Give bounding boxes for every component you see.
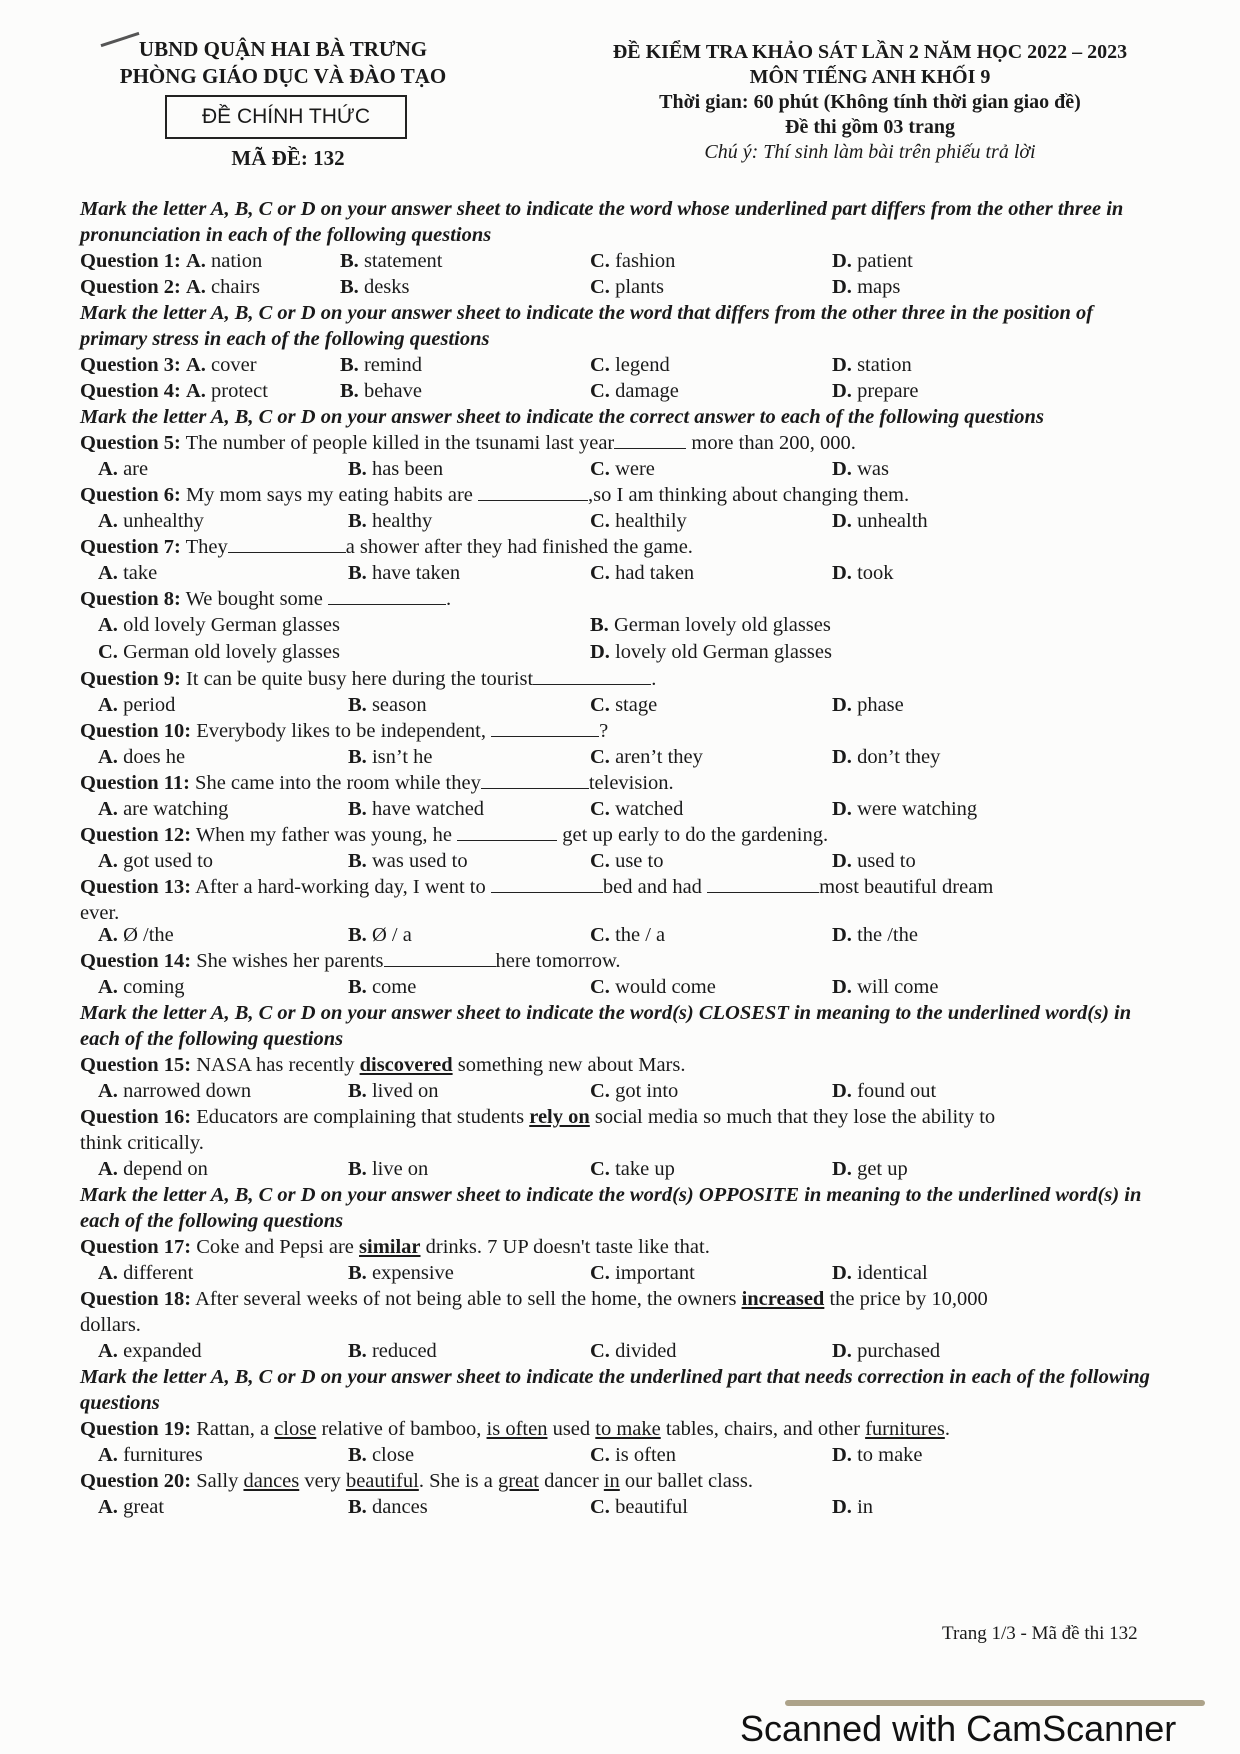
options-8-row1: A. old lovely German glasses B. German lovely old glasses: [98, 614, 831, 636]
underlined-part: in: [603, 1470, 620, 1492]
question-3: Question 3: A. cover B. remind C. legend D. station: [80, 354, 912, 376]
option-a: Ø /the: [123, 924, 174, 946]
option-d: used to: [857, 850, 916, 872]
candidate-note: Chú ý: Thí sinh làm bài trên phiếu trả lời: [704, 141, 1036, 163]
option-b: have taken: [371, 562, 461, 584]
option-d: prepare: [857, 380, 919, 402]
option-c: got into: [615, 1080, 679, 1102]
underlined-part: dances: [243, 1470, 300, 1492]
question-2: Question 2: A. chairs B. desks C. plants D. maps: [80, 276, 901, 298]
question-12: Question 12: When my father was young, he get up early to do the gardening.: [80, 824, 829, 846]
option-c: important: [615, 1262, 695, 1284]
option-c: healthily: [615, 510, 687, 532]
question-label: Question 1:: [80, 250, 181, 272]
options-12: A. got used to B. was used to C. use to D. used to: [98, 850, 916, 872]
option-d: the /the: [857, 924, 918, 946]
option-b: reduced: [371, 1340, 437, 1362]
options-11: A. are watching B. have watched C. watched D. were watching: [98, 798, 978, 820]
option-c: would come: [615, 976, 716, 998]
option-b: German lovely old glasses: [613, 614, 831, 636]
underlined-part: is often: [486, 1418, 548, 1440]
options-19: A. furnitures B. close C. is often D. to make: [98, 1444, 923, 1466]
options-7: A. take B. have taken C. had taken D. took: [98, 562, 894, 584]
option-a: got used to: [123, 850, 214, 872]
option-c: legend: [615, 354, 670, 376]
page-footer: [942, 1623, 1138, 1645]
option-d: identical: [857, 1262, 928, 1284]
option-c: stage: [615, 694, 658, 716]
option-b: behave: [363, 380, 422, 402]
question-8: Question 8: We bought some .: [80, 588, 452, 610]
option-a: old lovely German glasses: [123, 614, 340, 636]
underlined-word: increased: [741, 1288, 825, 1310]
underlined-part: furnitures: [865, 1418, 945, 1440]
option-d: purchased: [857, 1340, 941, 1362]
option-a: chairs: [211, 276, 260, 298]
option-a: furnitures: [123, 1444, 203, 1466]
option-c: watched: [615, 798, 684, 820]
option-b: Ø / a: [371, 924, 412, 946]
subject-title: MÔN TIẾNG ANH KHỐI 9: [749, 66, 991, 88]
option-a: does he: [123, 746, 186, 768]
option-d: found out: [857, 1080, 937, 1102]
option-c: aren’t they: [615, 746, 703, 768]
question-14: Question 14: She wishes her parents here tomorrow.: [80, 950, 621, 972]
instruction-opposite: Mark the letter A, B, C or D on your answer sheet to indicate the word(s) OPPOSITE in meaning to the underlined word(s) in each of the following questions: [80, 1184, 1142, 1232]
option-d: patient: [857, 250, 913, 272]
question-4: Question 4: A. protect B. behave C. damage D. prepare: [80, 380, 919, 402]
option-b: isn’t he: [371, 746, 433, 768]
options-10: A. does he B. isn’t he C. aren’t they D. don’t they: [98, 746, 941, 768]
option-c: the / a: [615, 924, 666, 946]
option-c: take up: [615, 1158, 675, 1180]
question-9: Question 9: It can be quite busy here during the tourist .: [80, 668, 657, 690]
department-name: PHÒNG GIÁO DỤC VÀ ĐÀO TẠO: [119, 64, 447, 88]
option-c: beautiful: [615, 1496, 688, 1518]
option-a: expanded: [123, 1340, 202, 1362]
option-c: fashion: [615, 250, 676, 272]
question-17: Question 17: Coke and Pepsi are similar drinks. 7 UP doesn't taste like that.: [80, 1236, 710, 1258]
question-19: Question 19: Rattan, a close relative of bamboo, is often used to make tables, chairs, and other furnitures.: [80, 1418, 950, 1440]
options-18: A. expanded B. reduced C. divided D. purchased: [98, 1340, 941, 1362]
question-6: Question 6: My mom says my eating habits are ,so I am thinking about changing them.: [80, 484, 910, 506]
option-d: will come: [857, 976, 939, 998]
header-right: [565, 40, 1175, 165]
option-b: have watched: [371, 798, 485, 820]
question-1: Question 1: A. nation B. statement C. fashion D. patient: [80, 250, 913, 272]
option-b: desks: [363, 276, 410, 298]
options-17: A. different B. expensive C. important D. identical: [98, 1262, 928, 1284]
options-15: A. narrowed down B. lived on C. got into D. found out: [98, 1080, 937, 1102]
option-a: coming: [123, 976, 185, 998]
option-c: plants: [615, 276, 665, 298]
option-b: statement: [363, 250, 443, 272]
option-d: maps: [857, 276, 901, 298]
option-b: expensive: [371, 1262, 454, 1284]
option-b: lived on: [371, 1080, 439, 1102]
option-c: damage: [615, 380, 679, 402]
question-7: Question 7: They a shower after they had finished the game.: [80, 536, 693, 558]
underlined-part: to make: [595, 1418, 661, 1440]
pages-note: Đề thi gồm 03 trang: [785, 116, 955, 138]
option-a: protect: [211, 380, 268, 402]
option-d: was: [857, 458, 889, 480]
options-16: A. depend on B. live on C. take up D. get up: [98, 1158, 908, 1180]
time-note: Thời gian: 60 phút (Không tính thời gian giao đề): [659, 91, 1081, 113]
option-a: cover: [211, 354, 257, 376]
question-13: Question 13: After a hard-working day, I went to bed and had most beautiful dream: [80, 876, 994, 898]
underlined-word: similar: [359, 1236, 421, 1258]
option-b: come: [371, 976, 417, 998]
page-number: Trang 1/3 -: [942, 1623, 1032, 1644]
option-b: live on: [371, 1158, 429, 1180]
option-a: nation: [211, 250, 263, 272]
option-a: unhealthy: [123, 510, 204, 532]
option-d: were watching: [857, 798, 978, 820]
options-13: A. Ø /the B. Ø / a C. the / a D. the /the: [98, 924, 918, 946]
question-18-continuation: dollars.: [80, 1314, 141, 1336]
option-b: season: [371, 694, 427, 716]
options-6: A. unhealthy B. healthy C. healthily D. unhealth: [98, 510, 928, 532]
option-a: depend on: [123, 1158, 208, 1180]
options-20: A. great B. dances C. beautiful D. in: [98, 1496, 874, 1518]
option-b: close: [371, 1444, 415, 1466]
option-a: are: [123, 458, 149, 480]
option-d: get up: [857, 1158, 908, 1180]
option-c: use to: [615, 850, 664, 872]
question-20: Question 20: Sally dances very beautiful. She is a great dancer in our ballet class.: [80, 1470, 753, 1492]
options-8-row2: C. German old lovely glasses D. lovely old German glasses: [98, 641, 832, 663]
district-name: UBND QUẬN HAI BÀ TRƯNG: [138, 37, 428, 61]
option-a: great: [123, 1496, 165, 1518]
option-c: had taken: [615, 562, 695, 584]
option-d: lovely old German glasses: [615, 641, 832, 663]
option-a: take: [123, 562, 158, 584]
options-14: A. coming B. come C. would come D. will come: [98, 976, 939, 998]
option-a: period: [123, 694, 176, 716]
instruction-stress: Mark the letter A, B, C or D on your answer sheet to indicate the word that differs from the other three in the position of primary stress in each of the following questions: [80, 302, 1094, 350]
exam-title: ĐỀ KIỂM TRA KHẢO SÁT LẦN 2 NĂM HỌC 2022 – 2023: [612, 41, 1128, 63]
exam-content: [80, 196, 1160, 1520]
option-b: remind: [363, 354, 423, 376]
options-5: A. are B. has been C. were D. was: [98, 458, 889, 480]
option-b: has been: [371, 458, 444, 480]
instruction-correction: Mark the letter A, B, C or D on your answer sheet to indicate the underlined part that needs correction in each of the following questions: [80, 1366, 1150, 1414]
option-c: is often: [615, 1444, 676, 1466]
question-10: Question 10: Everybody likes to be independent, ?: [80, 720, 609, 742]
question-18: Question 18: After several weeks of not being able to sell the home, the owners increased the price by 10,000: [80, 1288, 988, 1310]
question-13-continuation: ever.: [80, 902, 120, 924]
question-15: Question 15: NASA has recently discovered something new about Mars.: [80, 1054, 686, 1076]
instruction-closest: Mark the letter A, B, C or D on your answer sheet to indicate the word(s) CLOSEST in meaning to the underlined word(s) in each of the following questions: [80, 1002, 1132, 1050]
option-d: took: [857, 562, 894, 584]
question-11: Question 11: She came into the room while they television.: [80, 772, 674, 794]
option-d: station: [857, 354, 912, 376]
option-d: to make: [857, 1444, 923, 1466]
official-exam-box: ĐỀ CHÍNH THỨC: [165, 95, 407, 139]
underlined-word: rely on: [529, 1106, 590, 1128]
option-a: narrowed down: [123, 1080, 252, 1102]
underlined-word: discovered: [359, 1054, 453, 1076]
scanner-watermark: Scanned with CamScanner: [740, 1708, 1177, 1749]
option-d: in: [857, 1496, 874, 1518]
underlined-part: close: [274, 1418, 317, 1440]
option-a: different: [123, 1262, 194, 1284]
question-16-continuation: think critically.: [80, 1132, 204, 1154]
scanner-stamp-bar: [785, 1700, 1205, 1706]
instruction-correct-answer: Mark the letter A, B, C or D on your answer sheet to indicate the correct answer to each of the following questions: [80, 406, 1044, 428]
option-c: divided: [615, 1340, 677, 1362]
option-b: was used to: [371, 850, 468, 872]
option-d: phase: [857, 694, 904, 716]
option-c: were: [615, 458, 655, 480]
option-d: unhealth: [857, 510, 928, 532]
question-16: Question 16: Educators are complaining that students rely on social media so much that they lose the ability to: [80, 1106, 996, 1128]
option-a: are watching: [123, 798, 229, 820]
option-c: German old lovely glasses: [123, 641, 340, 663]
underlined-part: great: [497, 1470, 539, 1492]
exam-code: MÃ ĐỀ: 132: [231, 146, 345, 170]
options-9: A. period B. season C. stage D. phase: [98, 694, 904, 716]
underlined-part: beautiful: [345, 1470, 419, 1492]
instruction-pronunciation: Mark the letter A, B, C or D on your answer sheet to indicate the word whose underlined part differs from the other three in pronunciation in each of the following questions: [80, 198, 1124, 246]
question-5: Question 5: The number of people killed in the tsunami last year more than 200, 000.: [80, 432, 856, 454]
option-b: healthy: [371, 510, 433, 532]
option-b: dances: [371, 1496, 428, 1518]
footer-exam-code: Mã đề thi 132: [1031, 1623, 1138, 1644]
header-left: [88, 36, 478, 90]
option-d: don’t they: [857, 746, 941, 768]
